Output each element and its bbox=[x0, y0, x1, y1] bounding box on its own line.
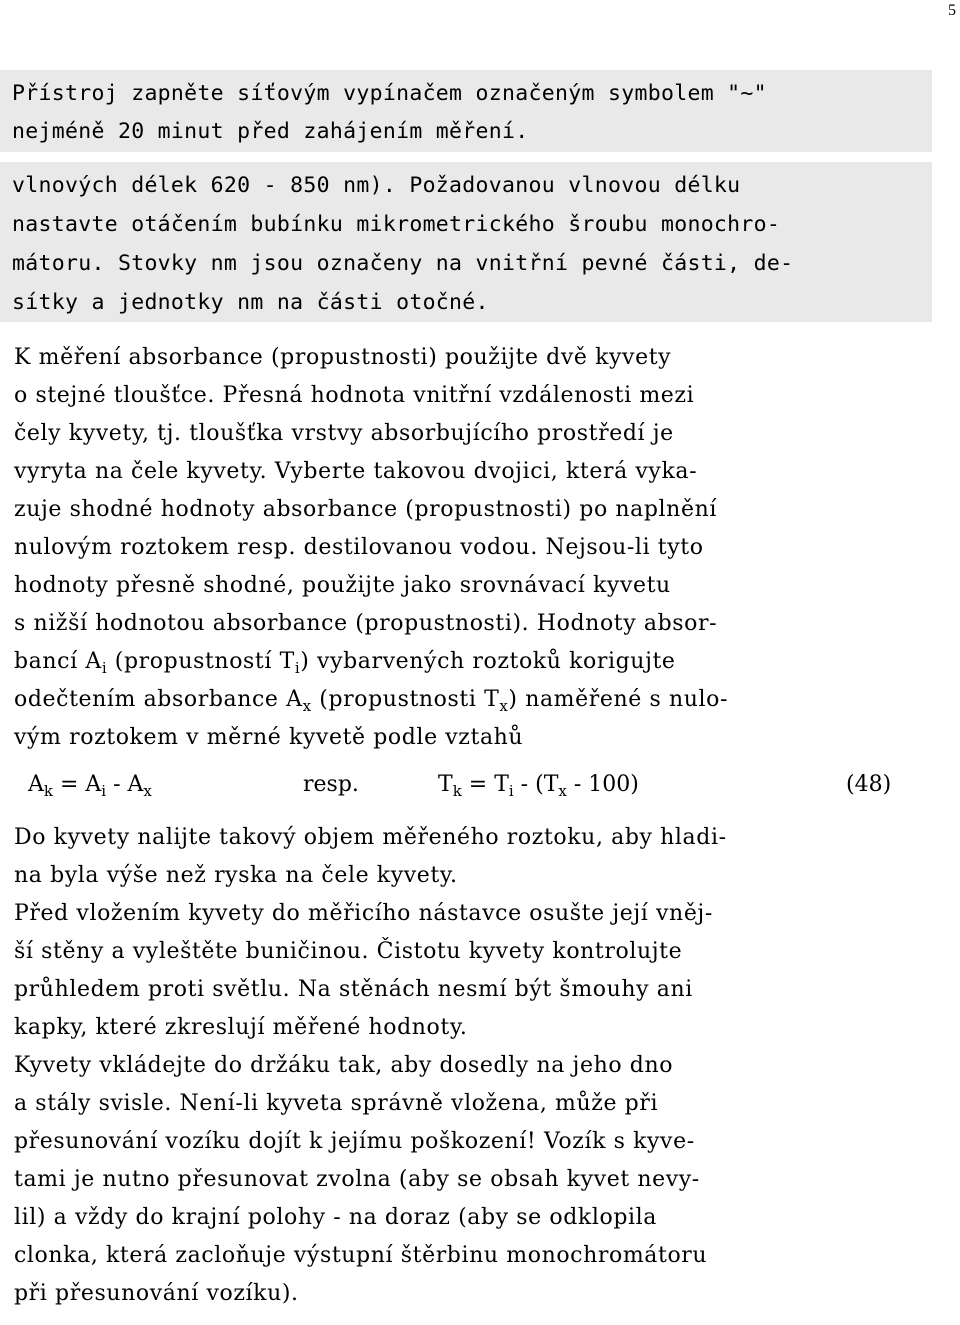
text-line: Přístroj zapněte síťovým vypínačem označeným symbolem "~" bbox=[12, 81, 767, 106]
text-line: Kyvety vkládejte do držáku tak, aby dosedly na jeho dno bbox=[14, 1053, 674, 1078]
text-line: s nižší hodnotou absorbance (propustnosti). Hodnoty absor- bbox=[14, 611, 718, 636]
text-line: přesunování vozíku dojít k jejímu poškození! Vozík s kyve- bbox=[14, 1129, 695, 1154]
text-line: clonka, která zacloňuje výstupní štěrbinu monochromátoru bbox=[14, 1243, 708, 1268]
text-line: nastavte otáčením bubínku mikrometrického šroubu monochro- bbox=[12, 212, 781, 237]
equation-transmittance: $T_k = T_i - (T_x - 100)$ bbox=[438, 772, 639, 800]
text-line: lil) a vždy do krajní polohy - na doraz (aby se odklopila bbox=[14, 1205, 657, 1230]
text-line: nulovým roztokem resp. destilovanou vodou. Nejsou-li tyto bbox=[14, 535, 704, 560]
text-line: tami je nutno přesunovat zvolna (aby se obsah kyvet nevy- bbox=[14, 1167, 700, 1192]
text-line: a stály svisle. Není-li kyveta správně vložena, může při bbox=[14, 1091, 659, 1116]
text-line: Do kyvety nalijte takový objem měřeného roztoku, aby hladi- bbox=[14, 825, 727, 850]
text-line: odečtením absorbance $A_x$ (propustnosti $T_x$) naměřené s nulo- bbox=[14, 687, 729, 715]
text-line: bancí $A_i$ (propustností $T_i$) vybarvených roztoků korigujte bbox=[14, 649, 676, 677]
text-line: při přesunování vozíku). bbox=[14, 1281, 299, 1306]
text-line: vlnových délek 620 - 850 nm). Požadovanou vlnovou délku bbox=[12, 173, 741, 198]
text-line: mátoru. Stovky nm jsou označeny na vnitřní pevné části, de- bbox=[12, 251, 794, 276]
text-line: na byla výše než ryska na čele kyvety. bbox=[14, 863, 458, 888]
text-line: sítky a jednotky nm na části otočné. bbox=[12, 290, 489, 315]
text-line: čely kyvety, tj. tloušťka vrstvy absorbujícího prostředí je bbox=[14, 421, 674, 446]
equation-number: (48) bbox=[846, 772, 892, 797]
text-line: průhledem proti světlu. Na stěnách nesmí být šmouhy ani bbox=[14, 977, 693, 1002]
text-line: vým roztokem v měrné kyvetě podle vztahů bbox=[14, 725, 524, 750]
text-line: vyryta na čele kyvety. Vyberte takovou dvojici, která vyka- bbox=[14, 459, 698, 484]
text-line: ší stěny a vyleštěte buničinou. Čistotu kyvety kontrolujte bbox=[14, 939, 683, 964]
text-line: nejméně 20 minut před zahájením měření. bbox=[12, 119, 529, 144]
equation-resp: resp. bbox=[303, 772, 359, 797]
text-line: Před vložením kyvety do měřicího nástavce osušte její vněj- bbox=[14, 901, 713, 926]
text-line: zuje shodné hodnoty absorbance (propustnosti) po naplnění bbox=[14, 497, 717, 522]
text-line: kapky, které zkreslují měřené hodnoty. bbox=[14, 1015, 468, 1040]
text-line: K měření absorbance (propustnosti) použijte dvě kyvety bbox=[14, 345, 672, 370]
text-line: hodnoty přesně shodné, použijte jako srovnávací kyvetu bbox=[14, 573, 671, 598]
text-line: o stejné tloušťce. Přesná hodnota vnitřní vzdálenosti mezi bbox=[14, 383, 695, 408]
equation-absorbance: $A_k = A_i - A_x$ bbox=[28, 772, 152, 800]
page-number: 5 bbox=[948, 2, 956, 19]
